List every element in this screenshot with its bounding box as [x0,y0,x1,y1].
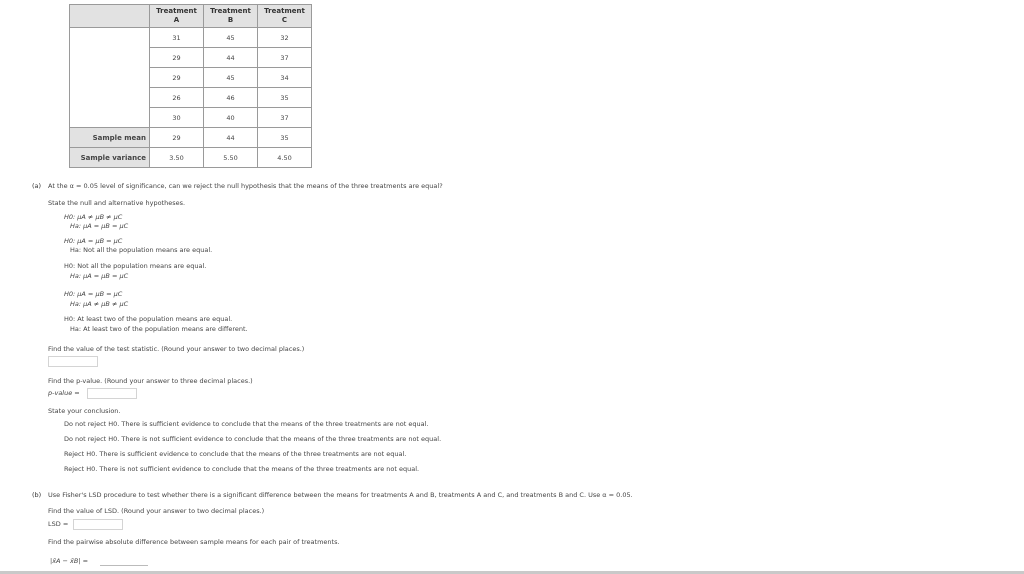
part-a-label: (a) [32,182,42,190]
variance-a: 3.50 [150,148,204,168]
opt2-h0: H0: μA = μB = μC [64,237,123,245]
data-table [69,4,312,168]
pvalue-prompt: Find the p-value. (Round your answer to three decimal places.) [48,377,253,385]
cell: 31 [150,28,204,48]
pvalue-label: p-value = [48,389,80,397]
mean-c: 35 [258,128,312,148]
lsd-input[interactable] [73,519,123,530]
diff-ab-label: |x̄A − x̄B| = [50,557,89,565]
cell: 29 [150,68,204,88]
cell: 37 [258,108,312,128]
mean-b: 44 [204,128,258,148]
header-treatment-b [204,5,258,28]
lsd-label: LSD = [48,520,69,528]
conclusion-option-4[interactable]: Reject H0. There is not sufficient evidence to conclude that the means of the three treatments are not equal. [64,465,420,473]
conclusion-option-2[interactable]: Do not reject H0. There is not sufficient evidence to conclude that the means of the three treatments are not equal. [64,435,442,443]
pairwise-prompt: Find the pairwise absolute difference between sample means for each pair of treatments. [48,538,340,546]
cell: 34 [258,68,312,88]
sample-mean-label: Sample mean [70,128,150,148]
lsd-prompt: Find the value of LSD. (Round your answer to two decimal places.) [48,507,265,515]
part-b-question: Use Fisher's LSD procedure to test whether there is a significant difference between the means for treatments A and B, treatments A and C, and treatments B and C. Use α = 0.05. [48,491,633,499]
header-a-line2: A [173,16,180,24]
sample-mean-row [70,128,312,148]
pvalue-input[interactable] [87,388,137,399]
cell: 40 [204,108,258,128]
cell: 29 [150,48,204,68]
conclusion-option-3[interactable]: Reject H0. There is sufficient evidence to conclude that the means of the three treatments are not equal. [64,450,407,458]
header-b-line1: Treatment [210,7,251,15]
cell: 35 [258,88,312,108]
opt1-h0: H0: μA ≠ μB ≠ μC [64,213,123,221]
cell: 45 [204,68,258,88]
part-a-question: At the α = 0.05 level of significance, can we reject the null hypothesis that the means of the three treatments are equal? [48,182,443,190]
diff-ab-input[interactable] [100,556,148,566]
variance-b: 5.50 [204,148,258,168]
opt5-ha: Ha: At least two of the population means are different. [70,325,248,333]
opt3-ha: Ha: μA = μB = μC [70,272,129,280]
header-c-line2: C [281,16,288,24]
variance-c: 4.50 [258,148,312,168]
header-treatment-c [258,5,312,28]
mean-a: 29 [150,128,204,148]
table-corner [70,5,150,28]
opt4-h0: H0: μA = μB = μC [64,290,123,298]
opt5-h0: H0: At least two of the population means are equal. [64,315,233,323]
header-treatment-a [150,5,204,28]
header-c-line1: Treatment [264,7,305,15]
table-row [70,28,312,48]
conclusion-option-1[interactable]: Do not reject H0. There is sufficient evidence to conclude that the means of the three treatments are not equal. [64,420,429,428]
cell: 45 [204,28,258,48]
conclusion-prompt: State your conclusion. [48,407,121,415]
cell: 30 [150,108,204,128]
cell: 37 [258,48,312,68]
test-statistic-input[interactable] [48,356,98,367]
header-b-line2: B [227,16,234,24]
state-hypotheses-prompt: State the null and alternative hypotheses. [48,199,186,207]
part-b-label: (b) [32,491,42,499]
cell: 32 [258,28,312,48]
sample-variance-label: Sample variance [70,148,150,168]
opt1-ha: Ha: μA = μB = μC [70,222,129,230]
cell: 44 [204,48,258,68]
row-label-blank [70,28,150,128]
cell: 26 [150,88,204,108]
test-statistic-prompt: Find the value of the test statistic. (Round your answer to two decimal places.) [48,345,305,353]
cell: 46 [204,88,258,108]
opt2-ha: Ha: Not all the population means are equal. [70,246,213,254]
opt3-h0: H0: Not all the population means are equal. [64,262,207,270]
opt4-ha: Ha: μA ≠ μB ≠ μC [70,300,129,308]
header-a-line1: Treatment [156,7,197,15]
sample-variance-row [70,148,312,168]
